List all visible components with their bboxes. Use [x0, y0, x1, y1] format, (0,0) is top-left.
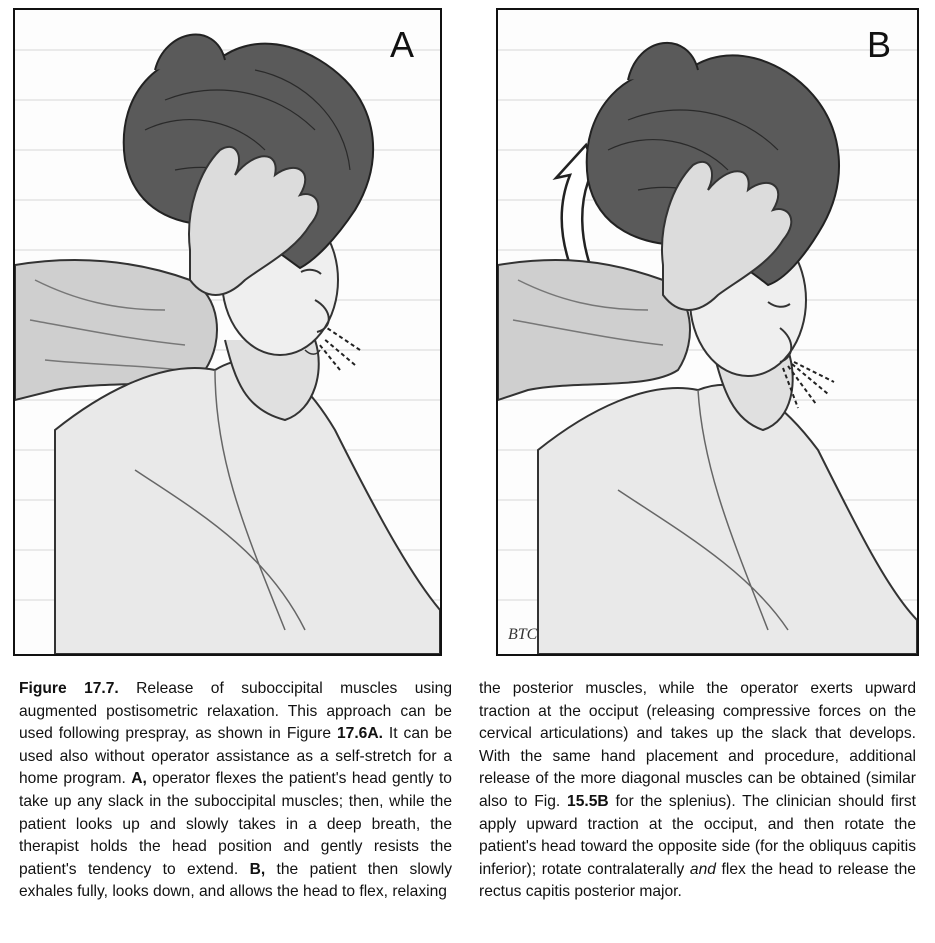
caption-right-column: [479, 678, 916, 904]
caption-left-column: [19, 678, 452, 904]
figure-label: Figure 17.7.: [19, 680, 119, 697]
panel-b-label: B: [866, 24, 891, 65]
figure-ref: 17.6A.: [337, 725, 383, 743]
panel-a-label: A: [389, 24, 414, 65]
figure-panel-a: [13, 8, 442, 656]
illustration-a: [15, 10, 440, 654]
figure-caption-right: the posterior muscles, while the operator exerts upward traction at the occiput (releasing compressive forces on the cervical articulations) and takes up the slack that develops. With the same hand placement and procedure, additional release of the more diagonal muscles can be obtained (similar also to Fig. 15.5B for the splenius). The clinician should first apply upward traction at the occiput, and then rotate the patient's head toward the opposite side (for the obliquus capitis inferior); rotate contralaterally and flex the head to release the rectus capitis posterior major.: [479, 680, 916, 901]
patient-torso: [55, 360, 440, 654]
panel-b-ref: B,: [249, 860, 266, 878]
figure-caption-left: Figure 17.7. Release of suboccipital muscles using augmented postisometric relaxation. This approach can be used following prespray, as shown in Figure 17.6A. It can be used also without operator assistance as a self-stretch for a home program. A, operator flexes the patient's head gently to take up any slack in the suboccipital muscles; then, while the patient looks up and slowly takes in a deep breath, the therapist holds the head position and gently resists the patient's tendency to extend. B, the patient then slowly exhales fully, looks down, and allows the head to flex, relaxing: [19, 680, 453, 901]
artist-signature: BTC: [508, 626, 538, 643]
figure-panel-b: [496, 8, 919, 656]
panel-a-ref: A,: [131, 770, 147, 788]
figure-ref-2: 15.5B: [567, 792, 609, 810]
illustration-b: [498, 10, 917, 654]
